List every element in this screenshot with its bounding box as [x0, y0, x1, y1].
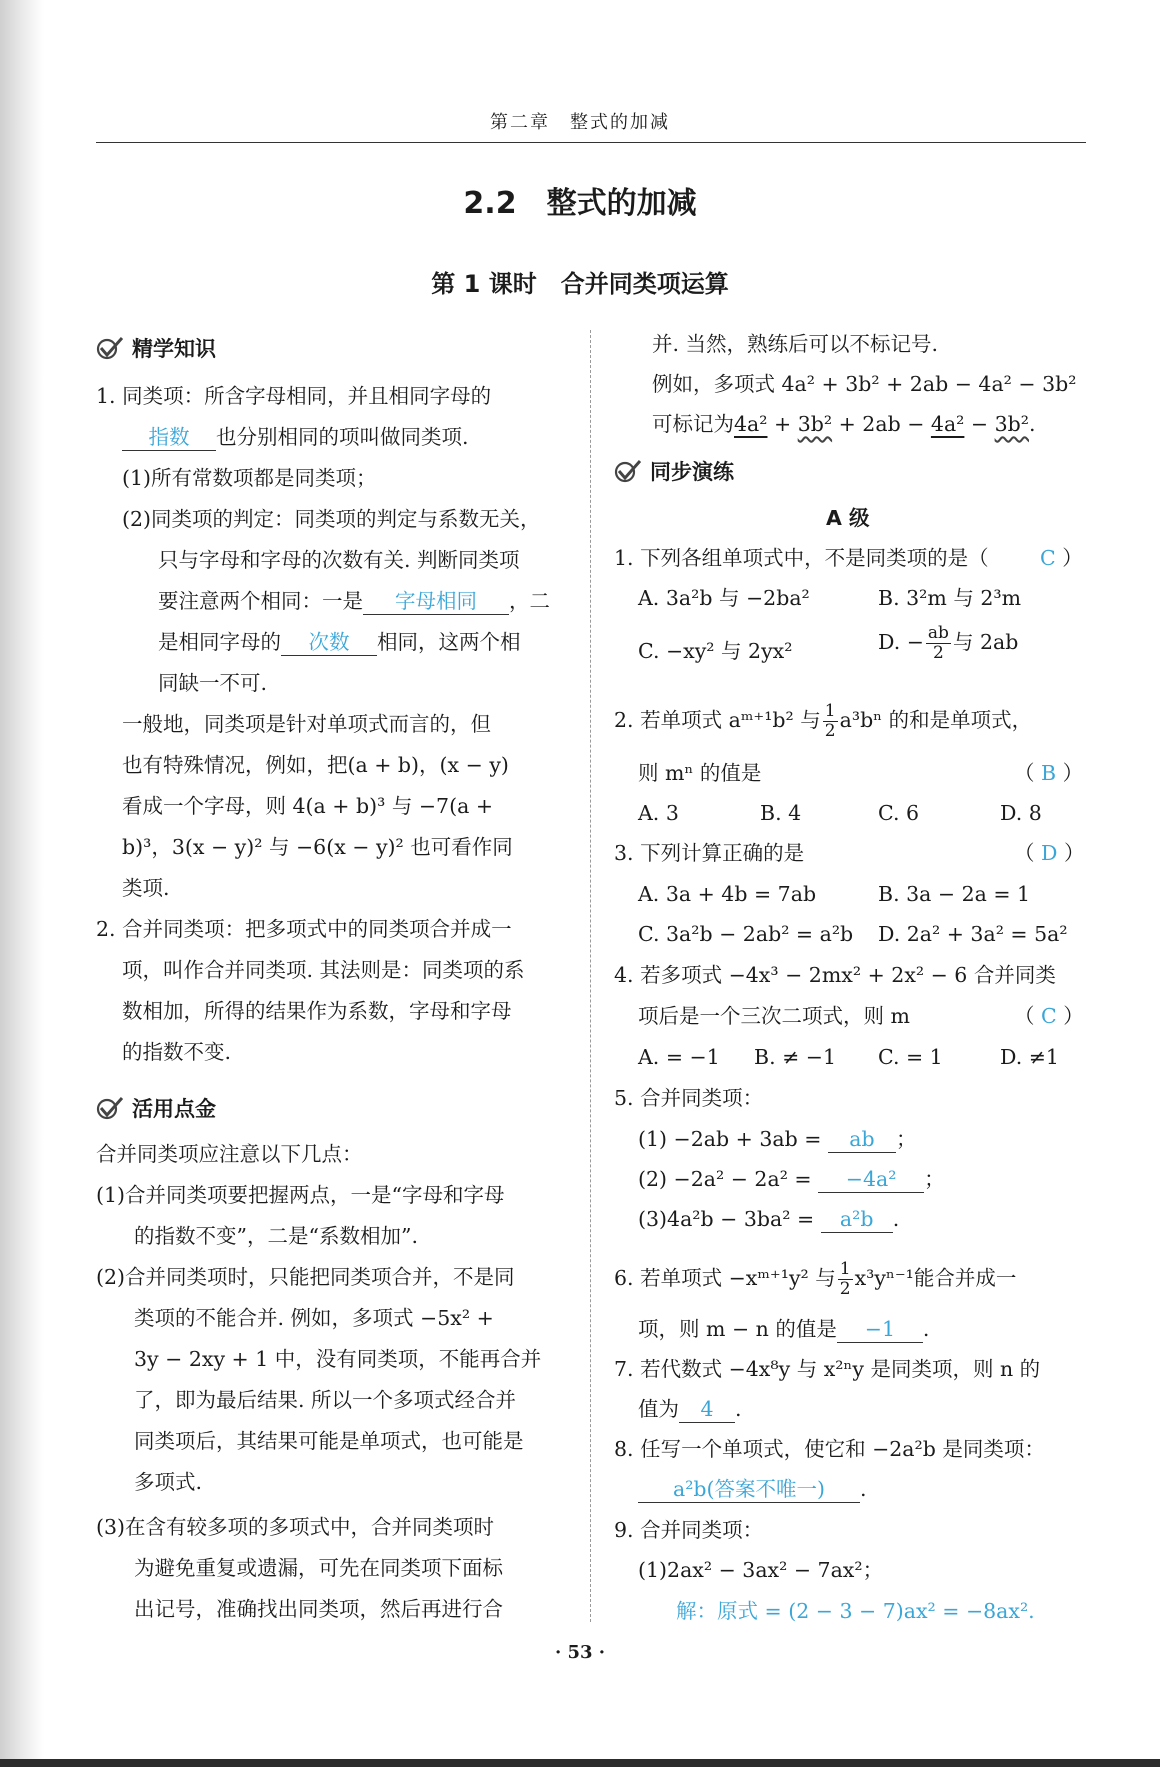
- text-line: 项，叫作合并同类项. 其法则是：同类项的系: [122, 958, 525, 982]
- text-line: 只与字母和字母的次数有关. 判断同类项: [158, 548, 520, 572]
- text-line: (2)合并同类项时，只能把同类项合并，不是同: [96, 1265, 515, 1289]
- question-5-part: [638, 1164, 945, 1194]
- question-3: 3. 下列计算正确的是: [614, 841, 805, 865]
- text-line: (3)4a²b − 3ba² =: [638, 1207, 815, 1231]
- question-1-answer: [1040, 543, 1083, 573]
- text-line: [158, 627, 521, 657]
- text-line: −: [964, 412, 995, 436]
- answer-blank: a²b(答案不唯一): [638, 1476, 860, 1503]
- option: B. ≠ −1: [754, 1045, 837, 1069]
- text-line: .: [922, 1317, 930, 1341]
- text-line: 也有特殊情况，例如，把(a + b)，(x − y): [122, 753, 509, 777]
- text-line: ）: [1064, 841, 1085, 865]
- question-2: [614, 698, 1032, 742]
- text-line: [158, 586, 550, 616]
- text-line: 的指数不变”，二是“系数相加”.: [134, 1224, 418, 1248]
- text-line: (1) −2ab + 3ab =: [638, 1127, 822, 1151]
- section-heading-tips: [96, 1093, 216, 1123]
- question-7: 7. 若代数式 −4x⁸y 与 x²ⁿy 是同类项，则 n 的: [614, 1357, 1041, 1381]
- fraction-numerator: 1: [839, 1259, 851, 1279]
- section-heading-label: 活用点金: [132, 1097, 216, 1121]
- text-line: 相同，这两个相: [377, 630, 521, 654]
- marked-term: 3b²: [797, 412, 833, 436]
- text-line: (3)在含有较多项的多项式中，合并同类项时: [96, 1515, 495, 1539]
- check-icon: [614, 458, 642, 484]
- option: D. 8: [1000, 801, 1042, 825]
- text-line: 的指数不变.: [122, 1040, 232, 1064]
- text-line: ）: [1062, 761, 1084, 785]
- column-divider: [590, 330, 591, 1622]
- answer-text: D: [1041, 841, 1058, 865]
- text-line: (2)同类项的判定：同类项的判定与系数无关，: [122, 507, 541, 531]
- answer-blank: −4a²: [818, 1166, 924, 1193]
- text-line: ）: [1063, 1004, 1084, 1028]
- text-line: 并. 当然，熟练后可以不标记号.: [652, 332, 939, 356]
- text-line: D. −: [878, 630, 924, 654]
- text-line: 与 2ab: [952, 630, 1019, 654]
- fraction: [823, 702, 838, 741]
- text-line: 同缺一不可.: [158, 671, 268, 695]
- option: A. 3a + 4b = 7ab: [638, 882, 817, 906]
- solution-text: 解：原式 = (2 − 3 − 7)ax² = −8ax².: [676, 1599, 1035, 1623]
- text-line: a³bⁿ 的和是单项式，: [839, 708, 1033, 732]
- answer-blank: −1: [837, 1316, 923, 1343]
- section-title: 2.2 整式的加减: [463, 186, 697, 221]
- page-number: · 53 ·: [554, 1642, 606, 1663]
- text-line: 6. 若单项式 −xᵐ⁺¹y² 与: [614, 1266, 836, 1290]
- question-2-line: 则 mⁿ 的值是: [638, 761, 762, 785]
- option: A. 3: [638, 801, 679, 825]
- text-line: 类项.: [122, 876, 170, 900]
- question-6-line: [638, 1314, 929, 1344]
- check-icon: [96, 1095, 124, 1121]
- text-line: .: [860, 1477, 867, 1501]
- text-line: + 2ab −: [832, 412, 931, 436]
- answer-blank: a²b: [821, 1206, 893, 1233]
- bottom-bar: [0, 1759, 1160, 1767]
- option: D. ≠1: [1000, 1045, 1059, 1069]
- question-5-part: [638, 1124, 916, 1154]
- text-line: 值为: [638, 1397, 679, 1421]
- question-4: 4. 若多项式 −4x³ − 2mx² + 2x² − 6 合并同类: [614, 963, 1056, 987]
- text-line: 2. 合并同类项：把多项式中的同类项合并成一: [96, 917, 512, 941]
- question-2-answer: （ B ）: [1014, 761, 1084, 785]
- text-line: 1. 同类项：所含字母相同，并且相同字母的: [96, 384, 492, 408]
- answer-blank: 次数: [281, 629, 377, 656]
- question-9-part: (1)2ax² − 3ax² − 7ax²；: [638, 1558, 884, 1582]
- text-line: 例如，多项式 4a² + 3b² + 2ab − 4a² − 3b²: [652, 372, 1077, 396]
- question-8-line: [638, 1474, 867, 1504]
- section-heading-label: 同步演练: [650, 460, 734, 484]
- answer-blank: 指数: [122, 424, 216, 451]
- option: C. −xy² 与 2yx²: [638, 639, 793, 663]
- section-heading-study: [96, 333, 216, 363]
- text-line: 出记号，准确找出同类项，然后再进行合: [134, 1597, 503, 1621]
- text-line: 项，则 m − n 的值是: [638, 1317, 837, 1341]
- text-line: 也分别相同的项叫做同类项.: [216, 425, 469, 449]
- text-line: x³yⁿ⁻¹能合并成一: [854, 1266, 1017, 1290]
- text-line: ；: [924, 1167, 945, 1191]
- fraction-numerator: 1: [824, 701, 836, 721]
- level-label: A 级: [826, 506, 870, 530]
- marked-term: 3b²: [994, 412, 1029, 436]
- option: A. = −1: [638, 1045, 720, 1069]
- text-line: 了，即为最后结果. 所以一个多项式经合并: [134, 1388, 517, 1412]
- question-7-line: [638, 1394, 742, 1424]
- option: C. 6: [878, 801, 920, 825]
- question-8: 8. 任写一个单项式，使它和 −2a²b 是同类项：: [614, 1437, 1045, 1461]
- fraction: [926, 624, 951, 663]
- text-line: b)³，3(x − y)² 与 −6(x − y)² 也可看作同: [122, 835, 513, 859]
- check-icon: [96, 335, 124, 361]
- text-line: (2) −2a² − 2a² =: [638, 1167, 812, 1191]
- fraction-denominator: 2: [839, 1279, 851, 1299]
- question-5-part: [638, 1204, 899, 1234]
- text-line: 3y − 2xy + 1 中，没有同类项，不能再合并: [134, 1347, 542, 1371]
- text-line: 2. 若单项式 aᵐ⁺¹b² 与: [614, 708, 821, 732]
- chapter-header: 第二章 整式的加减: [490, 112, 670, 133]
- question-9: 9. 合并同类项：: [614, 1518, 764, 1542]
- text-line: (1)所有常数项都是同类项；: [122, 466, 377, 490]
- answer-text: C: [1040, 546, 1056, 570]
- text-line: .: [892, 1207, 900, 1231]
- answer-blank: 字母相同: [363, 588, 509, 615]
- text-line: +: [767, 412, 798, 436]
- option: C. = 1: [878, 1045, 943, 1069]
- fraction-denominator: 2: [824, 721, 836, 741]
- answer-text: B: [1041, 761, 1057, 785]
- text-line: 多项式.: [134, 1470, 203, 1494]
- text-line: 合并同类项应注意以下几点：: [96, 1142, 363, 1166]
- fraction-numerator: ab: [927, 623, 949, 643]
- question-4-line: 项后是一个三次二项式，则 m: [638, 1004, 910, 1028]
- text-line: [652, 409, 1036, 439]
- text-line: .: [1029, 412, 1036, 436]
- text-line: 为避免重复或遗漏，可先在同类项下面标: [134, 1556, 503, 1580]
- text-line: ；: [895, 1127, 917, 1151]
- question-1: 1. 下列各组单项式中，不是同类项的是（: [614, 546, 989, 570]
- option: B. 3²m 与 2³m: [878, 586, 1022, 610]
- text-line: ）: [1062, 546, 1083, 570]
- text-line: 要注意两个相同：一是: [158, 589, 363, 613]
- section-heading-practice: [614, 456, 734, 486]
- text-line: 是相同字母的: [158, 630, 281, 654]
- question-4-answer: （ C ）: [1014, 1004, 1084, 1028]
- option: A. 3a²b 与 −2ba²: [638, 586, 810, 610]
- text-line: 看成一个字母，则 4(a + b)³ 与 −7(a +: [122, 794, 493, 818]
- text-line: 同类项后，其结果可能是单项式，也可能是: [134, 1429, 524, 1453]
- option: C. 3a²b − 2ab² = a²b: [638, 922, 854, 946]
- text-line: ，二: [509, 589, 550, 613]
- header-rule: [96, 142, 1086, 143]
- text-line: (1)合并同类项要把握两点，一是“字母和字母: [96, 1183, 505, 1207]
- option: D. 2a² + 3a² = 5a²: [878, 922, 1068, 946]
- text-line: 可标记为: [652, 412, 734, 436]
- fraction-denominator: 2: [933, 643, 944, 663]
- marked-term: 4a²: [734, 412, 768, 436]
- answer-blank: ab: [828, 1126, 896, 1153]
- text-line: 数相加，所得的结果作为系数，字母和字母: [122, 999, 512, 1023]
- question-5: 5. 合并同类项：: [614, 1086, 764, 1110]
- fraction: [838, 1260, 853, 1299]
- lesson-title: 第 1 课时 合并同类项运算: [431, 270, 729, 298]
- section-heading-label: 精学知识: [132, 337, 216, 361]
- text-line: [122, 422, 469, 452]
- text-line: .: [735, 1397, 742, 1421]
- text-line: 一般地，同类项是针对单项式而言的，但: [122, 712, 491, 736]
- question-3-answer: （ D ）: [1014, 841, 1085, 865]
- marked-term: 4a²: [930, 412, 965, 436]
- text-line: 类项的不能合并. 例如，多项式 −5x² +: [134, 1306, 494, 1330]
- answer-blank: 4: [679, 1396, 735, 1423]
- option: B. 3a − 2a = 1: [878, 882, 1031, 906]
- answer-text: C: [1041, 1004, 1057, 1028]
- option: B. 4: [760, 801, 802, 825]
- question-6: [614, 1256, 1016, 1300]
- option: [878, 620, 1018, 664]
